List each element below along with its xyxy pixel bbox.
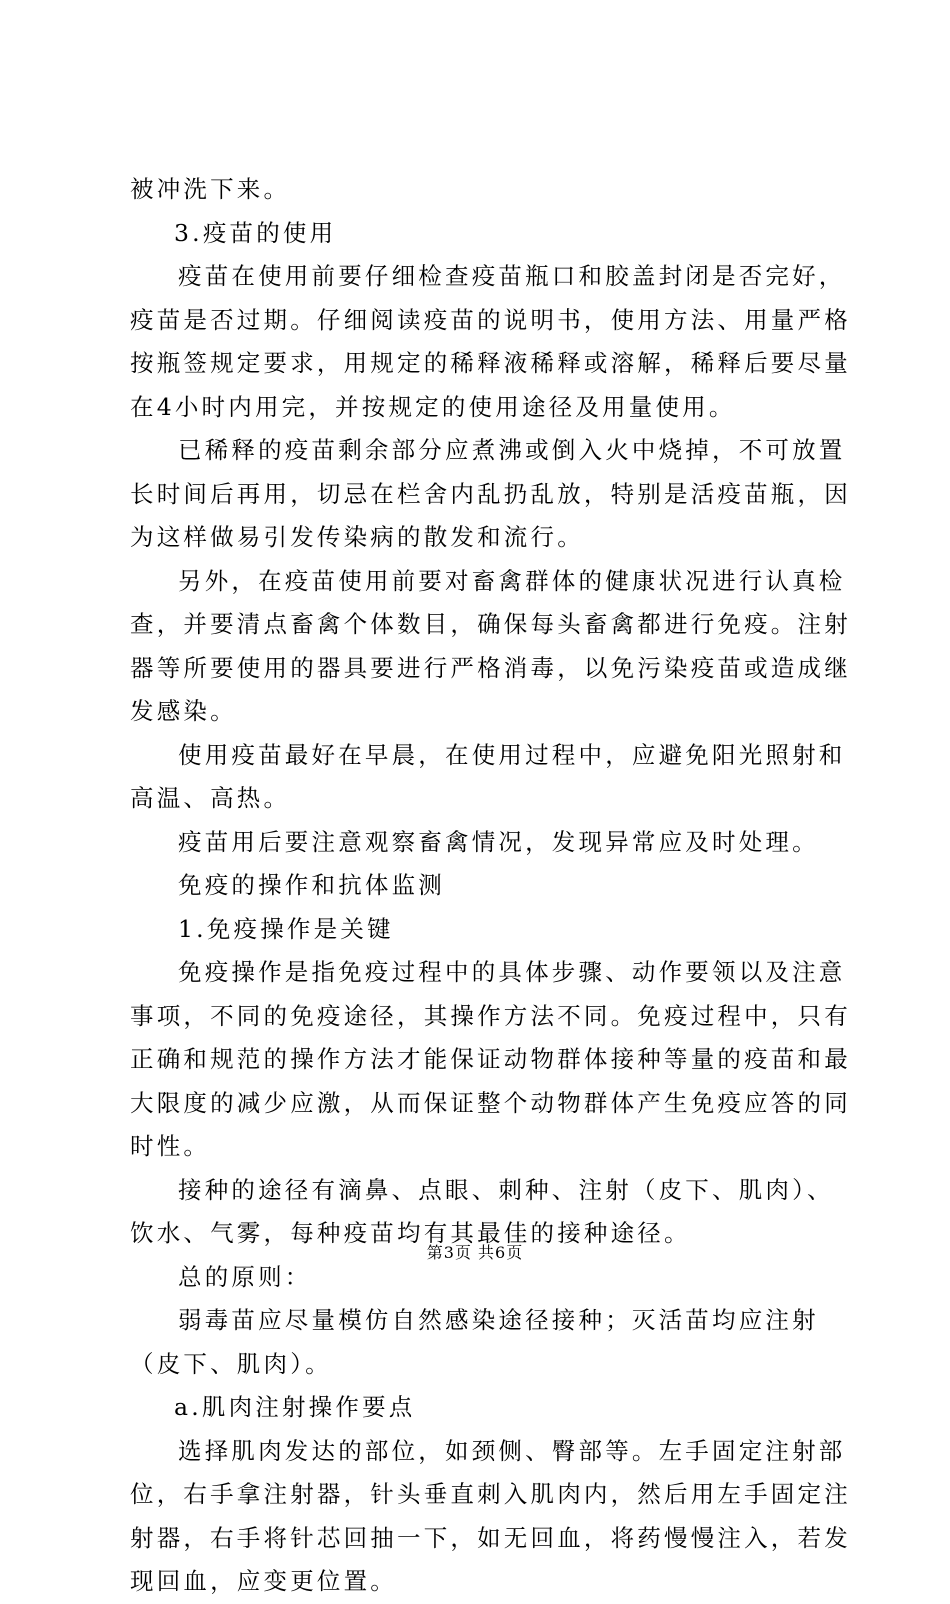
section-heading: a.肌肉注射操作要点 [174,1393,416,1421]
page-number-footer: 第3页 共6页 [426,1243,524,1262]
paragraph-line: 总的原则： [178,1262,312,1291]
paragraph-line: 接种的途径有滴鼻、点眼、刺种、注射（皮下、肌肉）、 [178,1175,834,1204]
paragraph-line: 位，右手拿注射器，针头垂直刺入肌肉内，然后用左手固定注 [130,1480,851,1508]
paragraph-line: 在4小时内用完，并按规定的使用途径及用量使用。 [130,392,736,421]
paragraph-line: （皮下、肌肉）。 [130,1349,332,1378]
paragraph-line: 器等所要使用的器具要进行严格消毒，以免污染疫苗或造成继 [130,653,851,682]
paragraph-line: 另外，在疫苗使用前要对畜禽群体的健康状况进行认真检 [178,566,846,595]
paragraph-line: 疫苗在使用前要仔细检查疫苗瓶口和胶盖封闭是否完好， [178,262,846,290]
paragraph-line: 高温、高热。 [130,784,291,812]
paragraph-line: 大限度的减少应激，从而保证整个动物群体产生免疫应答的同 [130,1088,851,1117]
document-body [130,168,851,1604]
section-heading: 1.免疫操作是关键 [178,914,394,943]
text-line: 被冲洗下来。 [130,175,291,203]
paragraph-line: 选择肌肉发达的部位，如颈侧、臀部等。左手固定注射部 [178,1436,846,1465]
paragraph-line: 查，并要清点畜禽个体数目，确保每头畜禽都进行免疫。注射 [130,610,851,638]
paragraph-line: 饮水、气雾，每种疫苗均有其最佳的接种途径。 [130,1219,691,1247]
paragraph-line: 按瓶签规定要求，用规定的稀释液稀释或溶解，稀释后要尽量 [130,349,851,377]
paragraph-line: 发感染。 [130,697,237,725]
paragraph-line: 免疫操作是指免疫过程中的具体步骤、动作要领以及注意 [178,958,846,986]
paragraph-line: 使用疫苗最好在早晨，在使用过程中，应避免阳光照射和 [178,740,846,769]
paragraph-line: 已稀释的疫苗剩余部分应煮沸或倒入火中烧掉，不可放置 [178,436,846,464]
paragraph-line: 现回血，应变更位置。 [130,1567,397,1595]
paragraph-line: 疫苗用后要注意观察畜禽情况，发现异常应及时处理。 [178,827,819,856]
paragraph-line: 疫苗是否过期。仔细阅读疫苗的说明书，使用方法、用量严格 [130,305,851,334]
paragraph-line: 事项，不同的免疫途径，其操作方法不同。免疫过程中，只有 [130,1001,851,1030]
section-heading: 免疫的操作和抗体监测 [178,871,445,899]
paragraph-line: 长时间后再用，切忌在栏舍内乱扔乱放，特别是活疫苗瓶，因 [130,479,851,508]
paragraph-line: 正确和规范的操作方法才能保证动物群体接种等量的疫苗和最 [130,1045,851,1073]
paragraph-line: 射器，右手将针芯回抽一下，如无回血，将药慢慢注入，若发 [130,1523,851,1552]
paragraph-line: 弱毒苗应尽量模仿自然感染途径接种；灭活苗均应注射 [178,1306,819,1334]
paragraph-line: 时性。 [130,1132,211,1160]
paragraph-line: 为这样做易引发传染病的散发和流行。 [130,523,584,551]
section-heading: 3.疫苗的使用 [174,218,337,247]
